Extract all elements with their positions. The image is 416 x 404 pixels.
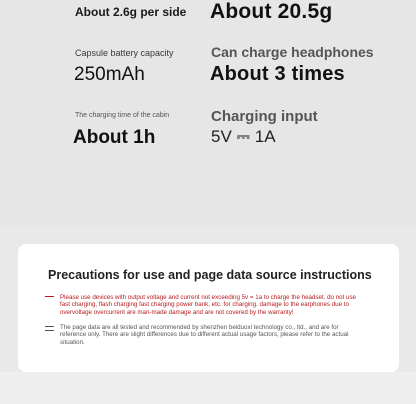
input-value: 5V ⎓ 1A	[211, 127, 276, 146]
capacity-label: Capsule battery capacity	[75, 48, 174, 58]
weight-label: About 2.6g per side	[75, 5, 187, 19]
weight-value: About 20.5g	[210, 0, 333, 23]
info-dash-icon-2	[45, 330, 54, 331]
precautions-card	[18, 244, 399, 372]
cabin-time-value: About 1h	[73, 127, 156, 148]
capacity-value: 250mAh	[74, 64, 145, 85]
input-label: Charging input	[211, 108, 318, 125]
charges-label: Can charge headphones	[211, 44, 374, 60]
source-note: The page data are all tested and recommended by shenzhen beiduoxi technology co., ltd., and are for reference only. There are slight differences due to different actual usage factors, please refer to the actual situation.	[60, 324, 349, 346]
warning-dash-icon	[45, 296, 54, 297]
warning-note: Please use devices with output voltage and current not exceeding 5v = 1a to charge the headset. do not use fast charging, flash charging fast charging power bank, etc. for charging. damage to the earphones due to overvoltage overcurrent are man-made damage and are not covered by the warranty!	[60, 294, 356, 316]
charges-value: About 3 times	[210, 63, 345, 85]
bottom-strip	[0, 372, 416, 404]
cabin-time-label: The charging time of the cabin	[75, 112, 170, 119]
info-dash-icon	[45, 326, 54, 327]
precautions-title: Precautions for use and page data source instructions	[48, 268, 372, 282]
